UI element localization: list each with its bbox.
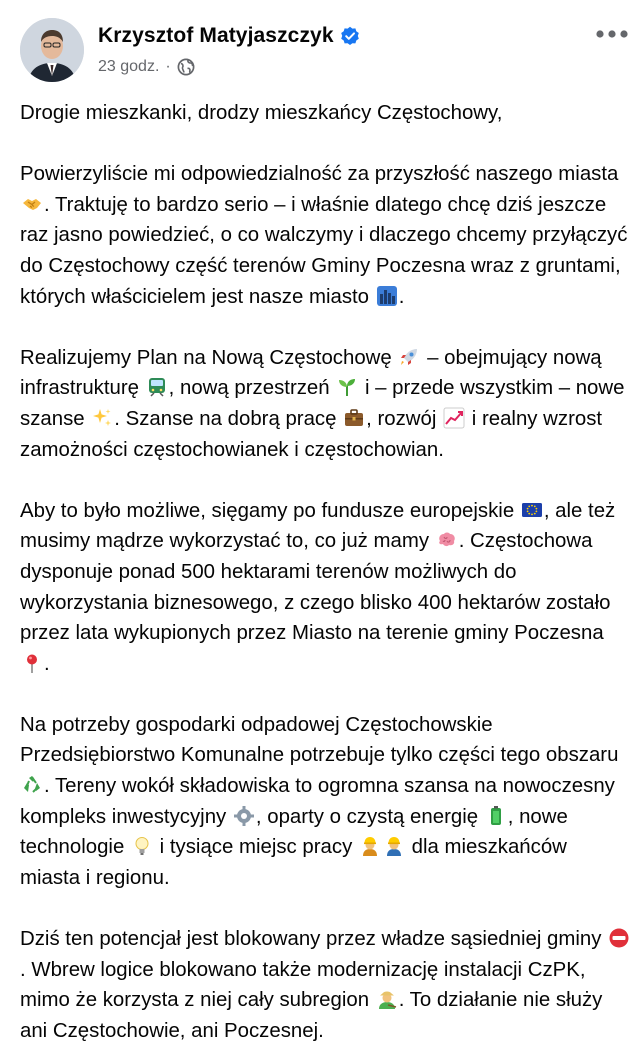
paragraph-6-text-c: . To działanie nie służy ani Częstochowie, ani Poczesnej. xyxy=(20,989,603,1042)
paragraph-5-text-b: . Tereny wokół składowiska to ogromna szansa na nowoczesny kompleks inwestycyjny xyxy=(20,775,615,828)
paragraph-6-text-b: . Wbrew logice blokowano także modernizację instalacji CzPK, mimo że korzysta z niej cały subregion xyxy=(20,958,586,1012)
paragraph-3-text-f: , rozwój xyxy=(366,407,437,430)
rocket-emoji xyxy=(398,346,420,368)
paragraph-5-text-a: Na potrzeby gospodarki odpadowej Częstochowskie Przedsiębiorstwo Komunalne potrzebuje tylko części tego obszaru xyxy=(20,713,619,767)
paragraph-5-text-e: i tysiące miejsc pracy xyxy=(159,836,353,859)
paragraph-1 xyxy=(20,98,632,129)
post-time[interactable]: 23 godz. xyxy=(98,58,160,75)
gear-emoji xyxy=(233,805,255,827)
train-emoji xyxy=(146,376,168,398)
verified-badge-icon xyxy=(340,26,360,46)
paragraph-5-text-c: , oparty o czystą energię xyxy=(255,805,479,828)
paragraph-4-text-b: , ale też musimy mądrze wykorzystać to, co już mamy xyxy=(20,499,616,553)
light-bulb-emoji xyxy=(131,835,153,857)
chart-increasing-emoji xyxy=(443,407,465,429)
paragraph-3-text-g: i realny wzrost zamożności częstochowianek i częstochowian. xyxy=(20,407,603,461)
meta-separator: · xyxy=(165,58,171,75)
seedling-emoji xyxy=(336,376,358,398)
paragraph-6-text-a: Dziś ten potencjał jest blokowany przez władze sąsiedniej gminy xyxy=(20,928,602,951)
paragraph-3-text-e: . Szanse na dobrą pracę xyxy=(114,407,337,430)
more-options-button[interactable] xyxy=(592,20,632,48)
briefcase-emoji xyxy=(343,407,365,429)
paragraph-4-text-a: Aby to było możliwe, sięgamy po fundusze europejskie xyxy=(20,499,515,522)
post-text xyxy=(20,98,632,1046)
globe-icon[interactable] xyxy=(177,58,195,76)
paragraph-3-text-a: Realizujemy Plan na Nową Częstochowę xyxy=(20,346,392,369)
author-row xyxy=(98,22,360,50)
no-entry-emoji xyxy=(608,927,630,949)
post-header xyxy=(0,0,644,96)
avatar-image xyxy=(20,18,84,82)
paragraph-4-text-d: . xyxy=(44,652,50,675)
paragraph-4-text-c: . Częstochowa dysponuje ponad 500 hektarami terenów możliwych do wykorzystania biznesowego, z czego blisko 400 hektarów zostało przez lata wykupionych przez Miasto na terenie gminy Poczesna xyxy=(20,530,611,645)
author-name[interactable]: Krzysztof Matyjaszczyk xyxy=(98,24,334,47)
construction-worker-emoji xyxy=(359,835,381,857)
post-meta xyxy=(98,56,195,78)
avatar[interactable] xyxy=(20,18,84,82)
sparkles-emoji xyxy=(91,407,113,429)
paragraph-2-text-a: Powierzyliście mi odpowiedzialność za przyszłość naszego miasta xyxy=(20,163,619,186)
paragraph-5-text-d: , nowe technologie xyxy=(20,805,568,859)
more-options-icon xyxy=(595,29,629,39)
battery-emoji xyxy=(485,805,507,827)
paragraph-4 xyxy=(20,496,632,680)
city-emoji xyxy=(376,285,398,307)
farmer-emoji xyxy=(376,988,398,1010)
paragraph-2-text-b: . Traktuję to bardzo serio – i właśnie dlatego chcę dziś jeszcze raz jasno powiedzieć, o co walczymy i dlaczego chcemy przyłączyć do Częstochowy część terenów Gminy Poczesna wraz z gruntami, których właścicielem jest nasze miasto xyxy=(20,193,628,308)
paragraph-5-text-f: dla mieszkańców miasta i regionu. xyxy=(20,836,567,889)
paragraph-5 xyxy=(20,710,632,894)
paragraph-2-text-c: . xyxy=(398,285,405,308)
paragraph-3-text-d: i – przede wszystkim – nowe szanse xyxy=(20,377,625,430)
recycling-emoji xyxy=(21,774,43,796)
paragraph-3-text-b: – obejmujący nową infrastrukturę xyxy=(20,346,602,400)
paragraph-2 xyxy=(20,159,632,312)
handshake-emoji xyxy=(21,193,43,215)
eu-flag-emoji xyxy=(521,499,543,521)
paragraph-1-text: Drogie mieszkanki, drodzy mieszkańcy Częstochowy, xyxy=(20,102,503,124)
construction-worker-emoji-2 xyxy=(383,835,405,857)
paragraph-3 xyxy=(20,343,632,465)
paragraph-3-text-c: , nową przestrzeń xyxy=(168,377,330,400)
paragraph-6 xyxy=(20,924,632,1046)
round-pushpin-emoji xyxy=(21,652,43,674)
brain-emoji xyxy=(436,529,458,551)
